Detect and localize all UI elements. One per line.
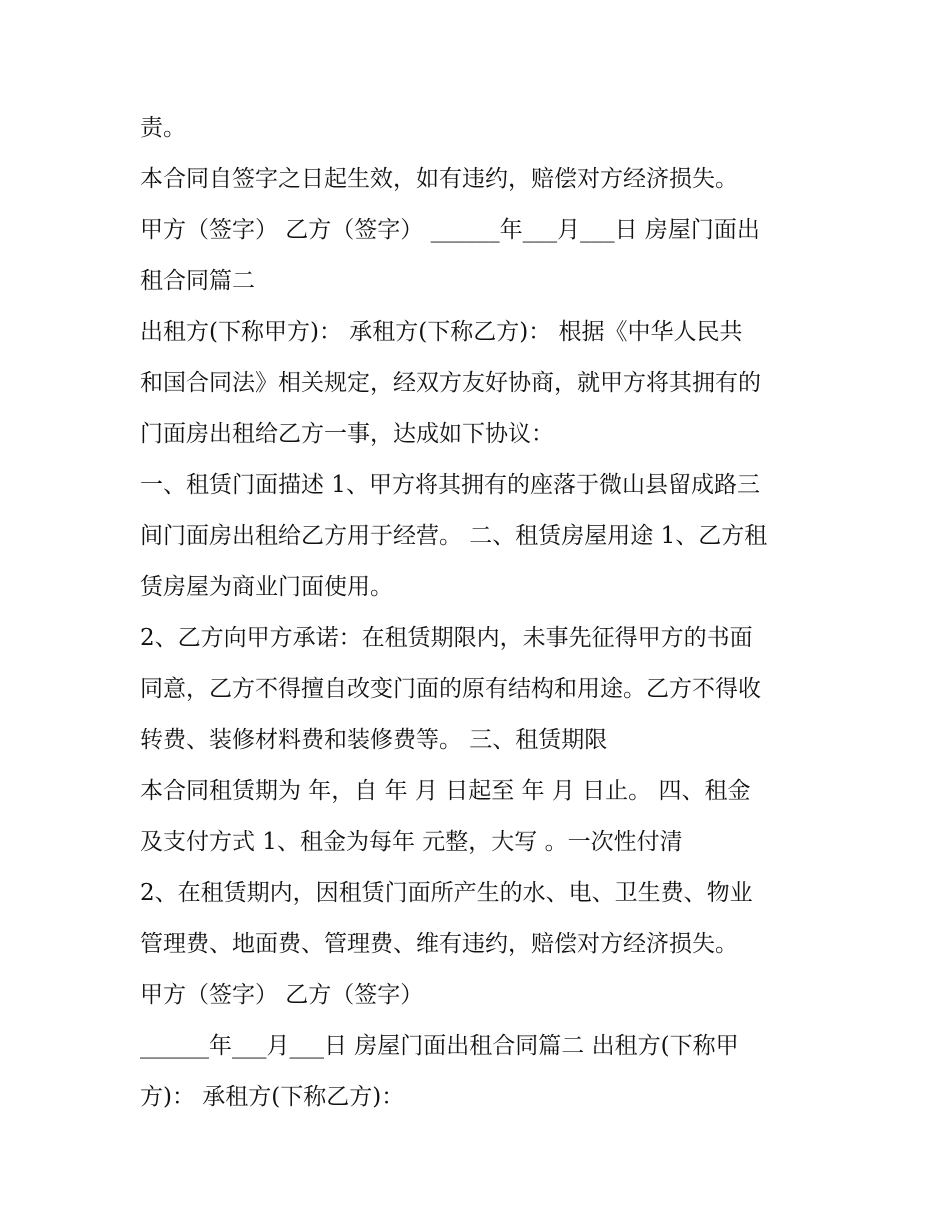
text-line: 间门面房出租给乙方用于经营。 二、租赁房屋用途 1、乙方租 xyxy=(140,523,768,549)
text-line: 赁房屋为商业门面使用。 xyxy=(140,574,393,600)
text-line: 管理费、地面费、管理费、维有违约，赔偿对方经济损失。 xyxy=(140,931,738,957)
text-line: 2、乙方向甲方承诺：在租赁期限内，未事先征得甲方的书面 xyxy=(140,625,753,651)
text-line: 责。 xyxy=(140,115,186,141)
text-line: 甲方（签字） 乙方（签字） xyxy=(140,982,424,1008)
text-line: 本合同租赁期为 年，自 年 月 日起至 年 月 日止。 四、租金 xyxy=(140,778,751,804)
text-line: 一、租赁门面描述 1、甲方将其拥有的座落于微山县留成路三 xyxy=(140,472,760,498)
text-line: 转费、装修材料费和装修费等。 三、租赁期限 xyxy=(140,727,608,753)
text-line: 出租方(下称甲方)： 承租方(下称乙方)： 根据《中华人民共 xyxy=(140,319,743,345)
text-line: 2、在租赁期内，因租赁门面所产生的水、电、卫生费、物业 xyxy=(140,880,753,906)
text-line: 及支付方式 1、租金为每年 元整，大写 。一次性付清 xyxy=(140,829,683,855)
contract-text xyxy=(140,103,830,1123)
text-line: ______年___月___日 房屋门面出租合同篇二 出租方(下称甲 xyxy=(140,1033,739,1059)
text-line: 本合同自签字之日起生效，如有违约，赔偿对方经济损失。 xyxy=(140,166,738,192)
text-line: 方)： 承租方(下称乙方)： xyxy=(140,1084,405,1110)
text-line: 门面房出租给乙方一事，达成如下协议： xyxy=(140,421,554,447)
text-line: 和国合同法》相关规定，经双方友好协商，就甲方将其拥有的 xyxy=(140,370,761,396)
text-line: 甲方（签字） 乙方（签字） ______年___月___日 房屋门面出 xyxy=(140,217,760,243)
text-line: 租合同篇二 xyxy=(140,268,255,294)
text-line: 同意，乙方不得擅自改变门面的原有结构和用途。乙方不得收 xyxy=(140,676,761,702)
